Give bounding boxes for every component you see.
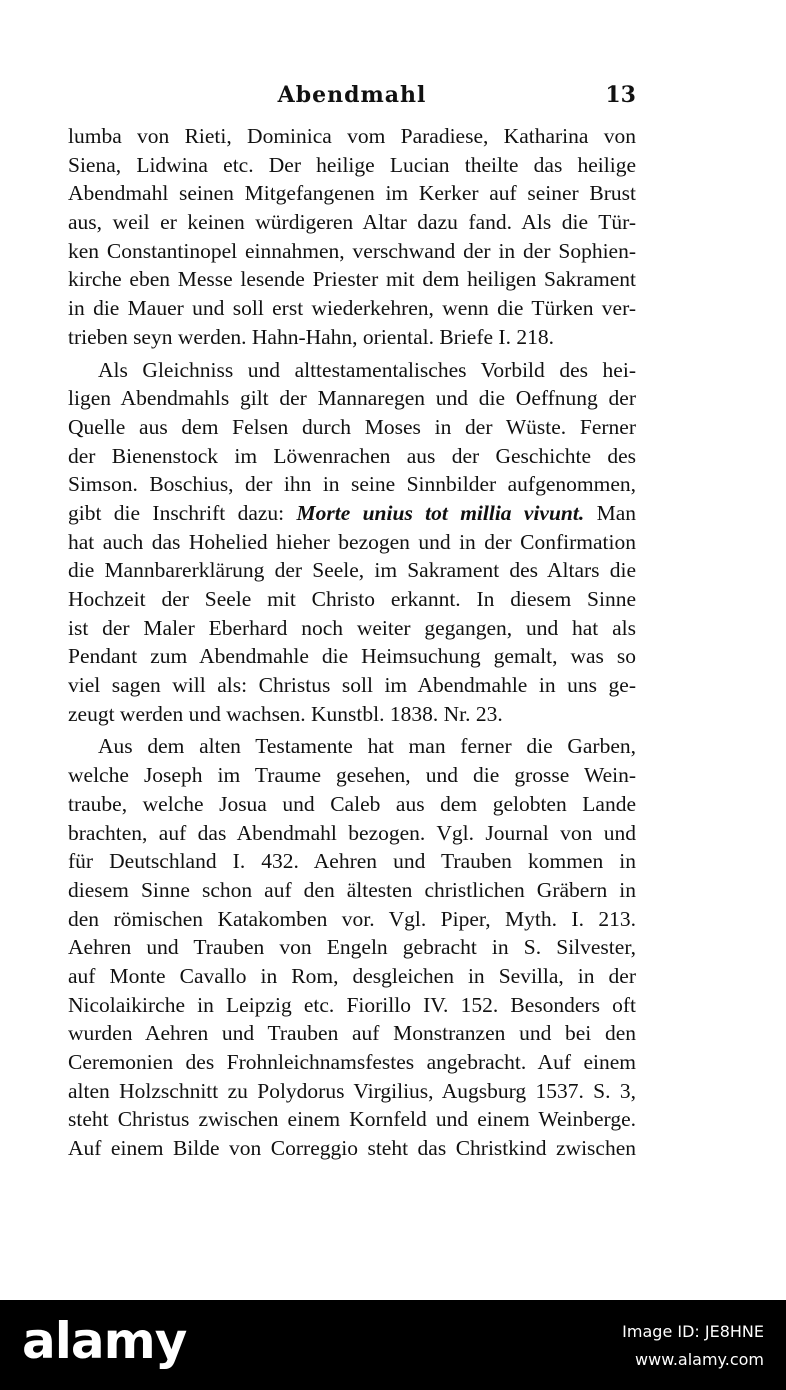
text-line: Nicolaikirche in Leipzig etc. Fiorillo IV. 152. Besonders oft <box>68 992 636 1017</box>
text-line: die Mannbarerklärung der Seele, im Sakrament des Altars die <box>68 558 636 583</box>
text-line: kirche eben Messe lesende Priester mit dem heiligen Sakrament <box>68 267 636 292</box>
text-line: Simson. Boschius, der ihn in seine Sinnbilder aufgenommen, <box>68 472 636 497</box>
running-title: Abendmahl <box>277 82 427 108</box>
text-line: hat auch das Hohelied hieher bezogen und in der Confirmation <box>68 529 636 554</box>
text-line: traube, welche Josua und Caleb aus dem gelobten Lande <box>68 791 636 816</box>
running-head <box>68 82 636 116</box>
text-line: Siena, Lidwina etc. Der heilige Lucian theilte das heilige <box>68 152 636 177</box>
text-segment: gibt die Inschrift dazu: <box>68 500 297 525</box>
text-line: Als Gleichniss und alttestamentalisches Vorbild des hei- <box>98 357 636 382</box>
text-line: brachten, auf das Abendmahl bezogen. Vgl. Journal von und <box>68 820 636 845</box>
text-line: für Deutschland I. 432. Aehren und Trauben kommen in <box>68 849 636 874</box>
text-line: den römischen Katakomben vor. Vgl. Piper, Myth. I. 213. <box>68 906 636 931</box>
text-line: welche Joseph im Traume gesehen, und die grosse Wein- <box>68 763 636 788</box>
body-text <box>68 122 636 1163</box>
brand-logo: alamy <box>22 1312 187 1370</box>
text-line: Aehren und Trauben von Engeln gebracht in S. Silvester, <box>68 935 636 960</box>
text-line: wurden Aehren und Trauben auf Monstranzen und bei den <box>68 1021 636 1046</box>
text-line: diesem Sinne schon auf den ältesten christlichen Gräbern in <box>68 877 636 902</box>
text-line: lumba von Rieti, Dominica vom Paradiese, Katharina von <box>68 124 636 148</box>
text-line: zeugt werden und wachsen. Kunstbl. 1838. Nr. 23. <box>68 701 503 726</box>
text-line: steht Christus zwischen einem Kornfeld und einem Weinberge. <box>68 1107 636 1132</box>
text-line: Pendant zum Abendmahle die Heimsuchung gemalt, was so <box>68 644 636 669</box>
text-line: ligen Abendmahls gilt der Mannaregen und die Oeffnung der <box>68 386 636 411</box>
text-line: Auf einem Bilde von Correggio steht das Christkind zwischen <box>68 1136 636 1161</box>
text-line: Quelle aus dem Felsen durch Moses in der Wüste. Ferner <box>68 414 636 439</box>
watermark-bar <box>0 1300 786 1390</box>
text-line: ken Constantinopel einnahmen, verschwand der in der Sophien- <box>68 238 636 263</box>
text-line: viel sagen will als: Christus soll im Abendmahle in uns ge- <box>68 673 636 698</box>
text-line: alten Holzschnitt zu Polydorus Virgilius, Augsburg 1537. S. 3, <box>68 1078 636 1103</box>
image-id-label: Image ID: JE8HNE <box>622 1322 764 1341</box>
text-line: trieben seyn werden. Hahn-Hahn, oriental. Briefe I. 218. <box>68 324 554 349</box>
text-line: Hochzeit der Seele mit Christo erkannt. In diesem Sinne <box>68 587 636 611</box>
text-line: Aus dem alten Testamente hat man ferner die Garben, <box>98 734 636 759</box>
text-line: ist der Maler Eberhard noch weiter gegangen, und hat als <box>68 615 636 640</box>
site-url-label: www.alamy.com <box>635 1350 764 1369</box>
text-segment: Man <box>584 500 636 525</box>
text-line: Ceremonien des Frohnleichnamsfestes angebracht. Auf einem <box>68 1050 636 1074</box>
text-line-with-quote <box>68 499 636 528</box>
text-line: der Bienenstock im Löwenrachen aus der Geschichte des <box>68 443 636 468</box>
latin-inscription: Morte unius tot millia vivunt. <box>296 500 585 525</box>
text-line: Abendmahl seinen Mitgefangenen im Kerker auf seiner Brust <box>68 181 636 206</box>
page-number: 13 <box>605 82 636 108</box>
text-line: in die Mauer und soll erst wiederkehren, wenn die Türken ver- <box>68 296 636 321</box>
text-line: auf Monte Cavallo in Rom, desgleichen in Sevilla, in der <box>68 963 636 988</box>
text-line: aus, weil er keinen würdigeren Altar dazu fand. Als die Tür- <box>68 210 636 235</box>
